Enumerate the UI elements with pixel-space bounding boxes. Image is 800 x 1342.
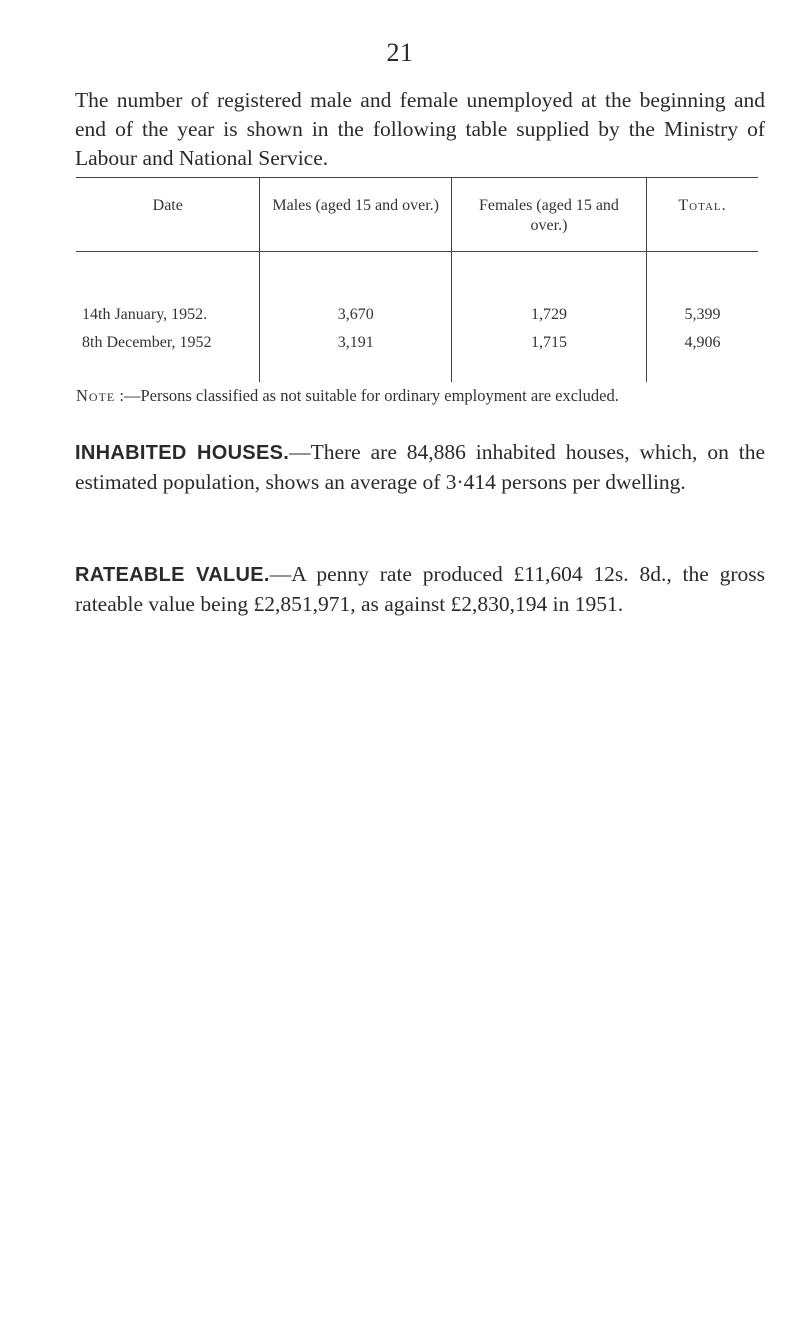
- row-date: 14th January, 1952.: [76, 252, 260, 325]
- inhabited-houses-paragraph: [75, 438, 765, 497]
- row-total: 4,906: [684, 334, 721, 351]
- header-date: Date: [76, 178, 260, 252]
- row-date: 8th December, 1952: [76, 324, 260, 382]
- row-females: 1,715: [451, 324, 646, 382]
- header-total: Total.: [647, 178, 758, 252]
- table-row: [76, 252, 758, 325]
- rateable-value-paragraph: [75, 560, 765, 619]
- note-label: Note: [76, 386, 116, 405]
- inhabited-houses-heading: INHABITED HOUSES.: [75, 442, 290, 464]
- inhabited-houses-text: —There are 84,886 inhabited houses, which, on the estimated population, shows an average of 3·414 persons per dwelling.: [75, 440, 765, 494]
- unemployment-table: [76, 177, 758, 382]
- rateable-value-heading: RATEABLE VALUE.: [75, 564, 270, 586]
- intro-paragraph: The number of registered male and female unemployed at the beginning and end of the year is shown in the following table supplied by the Ministry of Labour and National Service.: [75, 88, 765, 170]
- table-note: [76, 386, 766, 406]
- table-row: [76, 324, 758, 382]
- header-males: Males (aged 15 and over.): [260, 178, 451, 252]
- row-males: 3,670: [260, 252, 451, 325]
- note-text: :—Persons classified as not suitable for ordinary employment are excluded.: [119, 386, 619, 405]
- rateable-value-text: —A penny rate produced £11,604 12s. 8d., the gross rateable value being £2,851,971, as against £2,830,194 in 1951.: [75, 562, 765, 616]
- table-header-row: [76, 178, 758, 252]
- page-number: 21: [386, 38, 414, 67]
- header-females: Females (aged 15 and over.): [451, 178, 646, 252]
- row-total: 5,399: [684, 306, 721, 323]
- row-males: 3,191: [260, 324, 451, 382]
- row-females: 1,729: [451, 252, 646, 325]
